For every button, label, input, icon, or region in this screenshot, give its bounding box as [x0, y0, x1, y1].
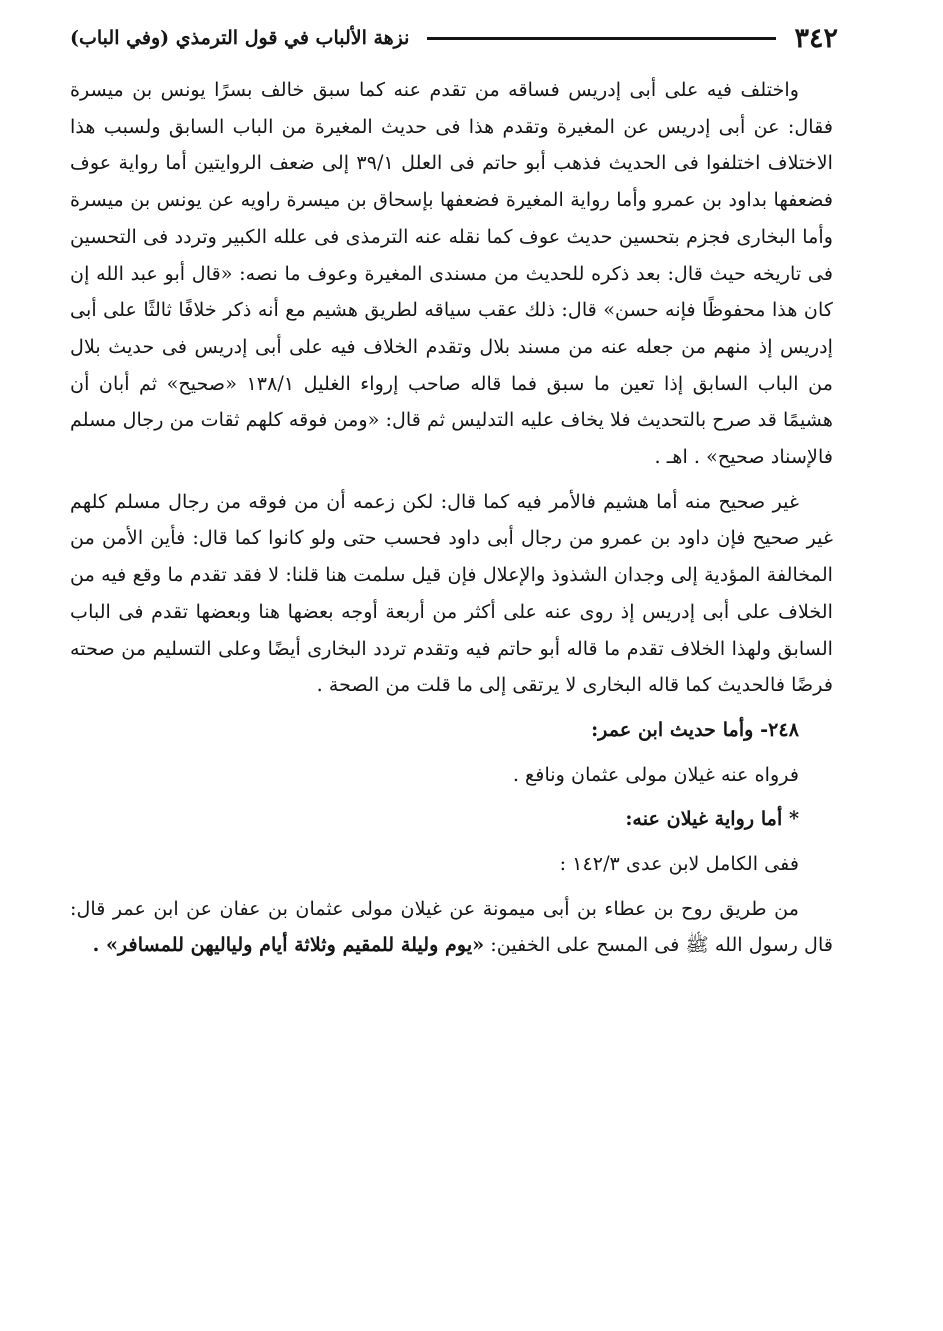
section-heading-ibn-umar: ٢٤٨- وأما حديث ابن عمر: — [591, 717, 799, 741]
running-title: نزهة الألباب في قول الترمذي (وفي الباب) — [70, 27, 410, 49]
page-number: ٣٤٢ — [794, 22, 838, 54]
page-header — [70, 18, 838, 58]
paragraph-ikhtilaf: واختلف فيه على أبى إدريس فساقه من تقدم عنه كما سبق خالف بسرًا يونس بن ميسرة فقال: عن أبى إدريس عن المغيرة وتقدم هذا فى حديث المغيرة من الباب السابق ولسبب هذا الاختلاف اختلفوا فى الحديث فذهب أبو حاتم فى العلل ٣٩/١ إلى ضعف الروايتين أما رواية عوف فضعفها بداود بن عمرو وأما رواية المغيرة فضعفها بإسحاق بن ميسرة راويه عن يونس بن ميسرة وأما البخارى فجزم بتحسين حديث عوف كما نقله عنه الترمذى فى علله الكبير وتردد فى التحسين فى تاريخه حيث قال: بعد ذكره للحديث من مسندى المغيرة وعوف ما نصه: «قال أبو عبد الله إن كان هذا محفوظًا فإنه حسن» قال: ذلك عقب سياقه لطريق هشيم مع أنه ذكر خلافًا ثالثًا على أبى إدريس إذ منهم من جعله عنه من مسند بلال وتقدم الخلاف فيه على أبى إدريس فى حديث بلال من الباب السابق إذا تعين ما سبق فما قاله صاحب إرواء الغليل ١٣٨/١ «صحيح» ثم أبان أن هشيمًا قد صرح بالتحديث فلا يخاف عليه التدليس ثم قال: «ومن فوقه كلهم ثقات من رجال مسلم فالإسناد صحيح» . اهـ . — [70, 78, 833, 469]
paragraph-kamil-source: ففى الكامل لابن عدى ١٤٢/٣ : — [559, 852, 799, 876]
paragraph-isnad — [70, 891, 833, 964]
paragraph-ghayr-sahih: غير صحيح منه أما هشيم فالأمر فيه كما قال: لكن زعمه أن من فوقه من رجال مسلم كلهم غير صحيح فإن داود بن عمرو من رجال أبى داود فحسب حتى ولو كانوا كما قال: فأين الأمن من المخالفة المؤدية إلى وجدان الشذوذ والإعلال فإن قيل سلمت هنا قلنا: لا فقد تقدم ما وقع فيه من الخلاف على أبى إدريس إذ روى عنه على أكثر من أربعة أوجه بعضها هنا وبعضها تقدم فى الباب السابق ولهذا الخلاف تقدم ما قاله أبو حاتم فيه وتقدم تردد البخارى أيضًا وعلى التسليم من صحته فرضًا فالحديث كما قاله البخارى لا يرتقى إلى ما قلت من الصحة . — [70, 489, 833, 697]
isnad-text: من طريق روح بن عطاء بن أبى ميمونة عن غيلان مولى عثمان بن عفان عن ابن عمر قال: قال رسول الله ﷺ فى المسح على الخفين: — [70, 896, 833, 957]
subheading-ghaylan: * أما رواية غيلان عنه: — [625, 807, 799, 831]
hadith-quote: «يوم وليلة للمقيم وثلاثة أيام ولياليهن للمسافر» . — [92, 933, 485, 957]
body-text — [70, 72, 833, 964]
paragraph-riwayat: فرواه عنه غيلان مولى عثمان ونافع . — [512, 762, 799, 786]
header-rule — [427, 37, 776, 40]
